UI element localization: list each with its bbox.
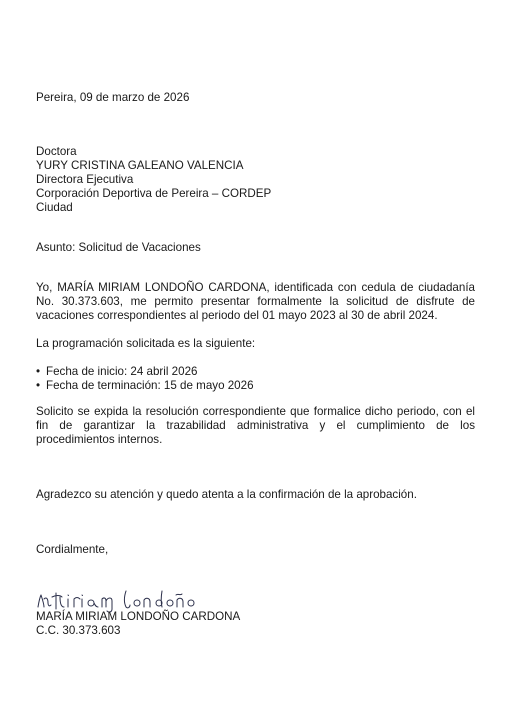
recipient-position: Directora Ejecutiva: [36, 173, 134, 186]
thanks-line: Agradezco su atención y quedo atenta a la confirmación de la aprobación.: [36, 488, 417, 501]
recipient-city: Ciudad: [36, 201, 73, 214]
signer-name: MARÍA MIRIAM LONDOÑO CARDONA: [36, 610, 241, 623]
schedule-item-end: • Fecha de terminación: 15 de mayo 2026: [36, 379, 254, 393]
request-paragraph: Solicito se expida la resolución correspondiente que formalice dicho periodo, con el fin de garantizar la trazabilidad administrativa y el cumplimiento de los procedimientos internos.: [36, 405, 475, 446]
schedule-item-start: • Fecha de inicio: 24 abril 2026: [36, 365, 254, 379]
schedule-intro: La programación solicitada es la siguiente:: [36, 337, 256, 350]
recipient-title: Doctora: [36, 145, 77, 158]
closing-line: Cordialmente,: [36, 543, 109, 556]
recipient-organization: Corporación Deportiva de Pereira – CORDEP: [36, 187, 272, 200]
body-intro-paragraph: Yo, MARÍA MIRIAM LONDOÑO CARDONA, identificada con cedula de ciudadanía No. 30.373.603, me permito presentar formalmente la solicitud de disfrute de vacaciones correspondientes al periodo del 01 mayo 2023 al 30 de abril 2024.: [36, 281, 475, 322]
signer-id: C.C. 30.373.603: [36, 624, 121, 637]
schedule-list: [36, 365, 254, 393]
recipient-name: YURY CRISTINA GALEANO VALENCIA: [36, 159, 244, 172]
place-date: Pereira, 09 de marzo de 2026: [36, 91, 190, 104]
subject-line: Asunto: Solicitud de Vacaciones: [36, 241, 201, 254]
